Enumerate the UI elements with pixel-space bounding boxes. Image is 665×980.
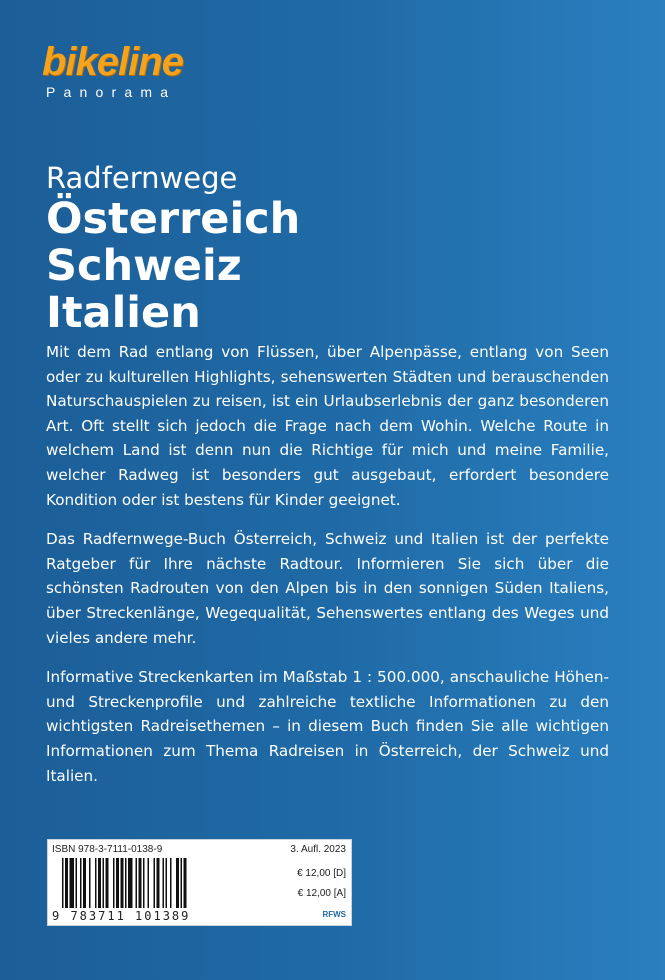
blurb-paragraph-1: Mit dem Rad entlang von Flüssen, über Alpenpässe, entlang von Seen oder zu kulturellen Highlights, sehenswerten Städten und berauschenden Naturschauspielen zu reisen, ist ein Urlaubserlebnis der ganz besonderen Art. Oft stellt sich jedoch die Frage nach dem Wohin. Welche Route in welchem Land ist denn nun die Richtige für mich und meine Familie, welcher Radweg ist besonders gut ausgebaut, erfordert besondere Kondition oder ist bestens für Kinder geeignet.: [46, 343, 609, 509]
barcode-bar: [62, 858, 64, 908]
barcode-label: [47, 839, 352, 926]
book-title-line-1: Österreich: [46, 194, 301, 244]
barcode-bar: [70, 858, 75, 908]
barcode-bar: [143, 858, 145, 908]
barcode-bar: [176, 858, 179, 908]
blurb-paragraph-3: Informative Streckenkarten im Maßstab 1 : 500.000, anschauliche Höhen- und Streckenprofile und zahlreiche textliche Informationen zu den wichtigsten Radreisethemen – in diesem Buch finden Sie alle wichtigen Informationen zum Thema Radreisen in Österreich, der Schweiz und Italien.: [46, 668, 609, 785]
barcode-bar: [113, 858, 115, 908]
bikeline-logo: [42, 42, 183, 100]
barcode-bar: [154, 858, 156, 908]
barcode-bar: [89, 858, 91, 908]
barcode-bars: [62, 858, 240, 908]
barcode-bar: [98, 858, 101, 908]
barcode-bar: [116, 858, 119, 908]
barcode-bar: [125, 858, 127, 908]
edition-text: 3. Aufl. 2023: [290, 844, 346, 855]
barcode-bar: [136, 858, 138, 908]
series-code: RFWS: [322, 910, 346, 919]
book-heading: [46, 160, 300, 337]
barcode-bar: [76, 858, 78, 908]
barcode-bar: [148, 858, 150, 908]
barcode-bar: [106, 858, 109, 908]
barcode-bar: [139, 858, 142, 908]
barcode-bar: [65, 858, 68, 908]
book-subtitle: Radfernwege: [46, 161, 238, 195]
logo-subtitle: Panorama: [46, 84, 177, 100]
barcode-bar: [95, 858, 97, 908]
barcode-bar: [121, 858, 124, 908]
price-austria: € 12,00 [A]: [297, 888, 346, 899]
barcode-bar: [181, 858, 183, 908]
price-germany: € 12,00 [D]: [297, 868, 346, 879]
barcode-bar: [157, 858, 160, 908]
barcode-bar: [184, 858, 187, 908]
barcode-bar: [83, 858, 86, 908]
barcode-digits: 9 783711 101389: [52, 909, 191, 923]
barcode-bar: [128, 858, 133, 908]
barcode-bar: [170, 858, 172, 908]
logo-wordmark: bikeline: [42, 40, 183, 84]
isbn-text: ISBN 978-3-7111-0138-9: [52, 844, 163, 855]
barcode-bar: [80, 858, 82, 908]
blurb: [46, 340, 609, 803]
book-title-line-2: Schweiz: [46, 241, 242, 291]
barcode-bar: [166, 858, 168, 908]
book-title-line-3: Italien: [46, 288, 201, 338]
barcode-bar: [163, 858, 165, 908]
barcode-bar: [103, 858, 105, 908]
blurb-paragraph-2: Das Radfernwege-Buch Österreich, Schweiz und Italien ist der perfekte Ratgeber für Ihre nächste Radtour. Informieren Sie sich über die schönsten Radrouten von den Alpen bis in den sonnigen Süden Italiens, über Streckenlänge, Wegequalität, Sehenswertes entlang des Weges und vieles andere mehr.: [46, 530, 609, 647]
